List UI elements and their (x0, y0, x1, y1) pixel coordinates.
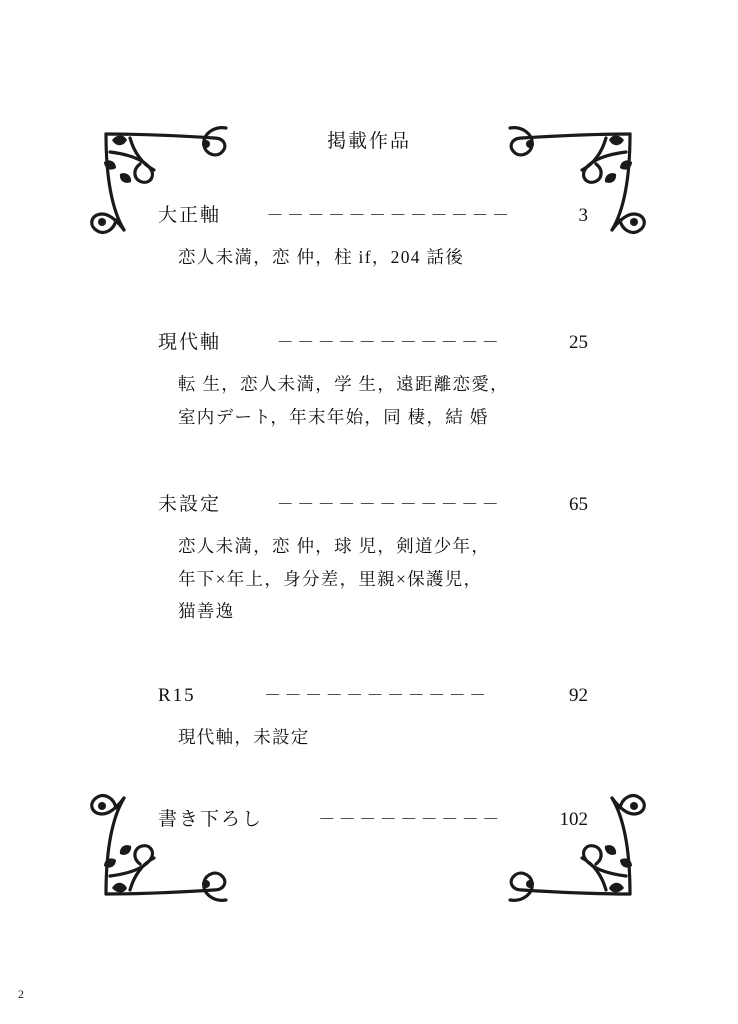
toc-entry-head (0, 327, 738, 354)
toc-entry-page-number: 102 (559, 808, 588, 830)
toc-entry-title: 現代軸 (158, 332, 222, 354)
table-of-contents (0, 200, 738, 831)
toc-entry-head (0, 200, 738, 227)
toc-entry-subitems (0, 368, 738, 433)
toc-entry-page-number: 65 (569, 494, 588, 516)
toc-subitem-line: 現代軸，未設定 (178, 727, 310, 748)
toc-entry (0, 681, 738, 753)
toc-entry-subitems (0, 721, 738, 753)
toc-entry (0, 804, 738, 831)
toc-entry-subitems (0, 530, 738, 627)
toc-entry-head (0, 489, 738, 516)
toc-entry-head (0, 681, 738, 707)
toc-entry-page-number: 25 (569, 332, 588, 354)
toc-entry-title: 大正軸 (158, 205, 222, 226)
toc-leader-dashes: －－－－－－－－－－－－ (266, 206, 513, 225)
toc-subitem-line: 猫善逸 (178, 600, 235, 621)
toc-entry (0, 489, 738, 627)
toc-entry-head (0, 804, 738, 831)
toc-entry-page-number: 92 (569, 685, 588, 707)
toc-entry (0, 327, 738, 433)
toc-entry-page-number: 3 (578, 205, 588, 226)
toc-entry-subitems (0, 241, 738, 273)
toc-entry-title: 書き下ろし (158, 808, 264, 830)
toc-entry (0, 200, 738, 273)
toc-leader-dashes: －－－－－－－－－－－ (276, 333, 503, 353)
page-title: 掲載作品 (326, 131, 411, 152)
toc-subitem-line: 転 生，恋人未満，学 生，遠距離恋愛， (178, 374, 509, 395)
folio-page-number: 2 (18, 987, 24, 1001)
toc-leader-dashes: －－－－－－－－－－－ (264, 686, 490, 706)
toc-leader-dashes: －－－－－－－－－ (318, 809, 503, 829)
toc-subitem-line: 年下×年上，身分差，里親×保護児， (178, 568, 483, 589)
toc-entry-title: R15 (158, 685, 196, 707)
toc-entry-title: 未設定 (158, 494, 222, 516)
toc-leader-dashes: －－－－－－－－－－－ (276, 495, 503, 515)
toc-subitem-line: 恋人未満，恋 仲，球 児，剣道少年， (178, 536, 491, 557)
toc-subitem-line: 恋人未満，恋 仲，柱 if，204 話後 (178, 247, 465, 267)
toc-subitem-line: 室内デート，年末年始，同 棲，結 婚 (178, 406, 489, 427)
